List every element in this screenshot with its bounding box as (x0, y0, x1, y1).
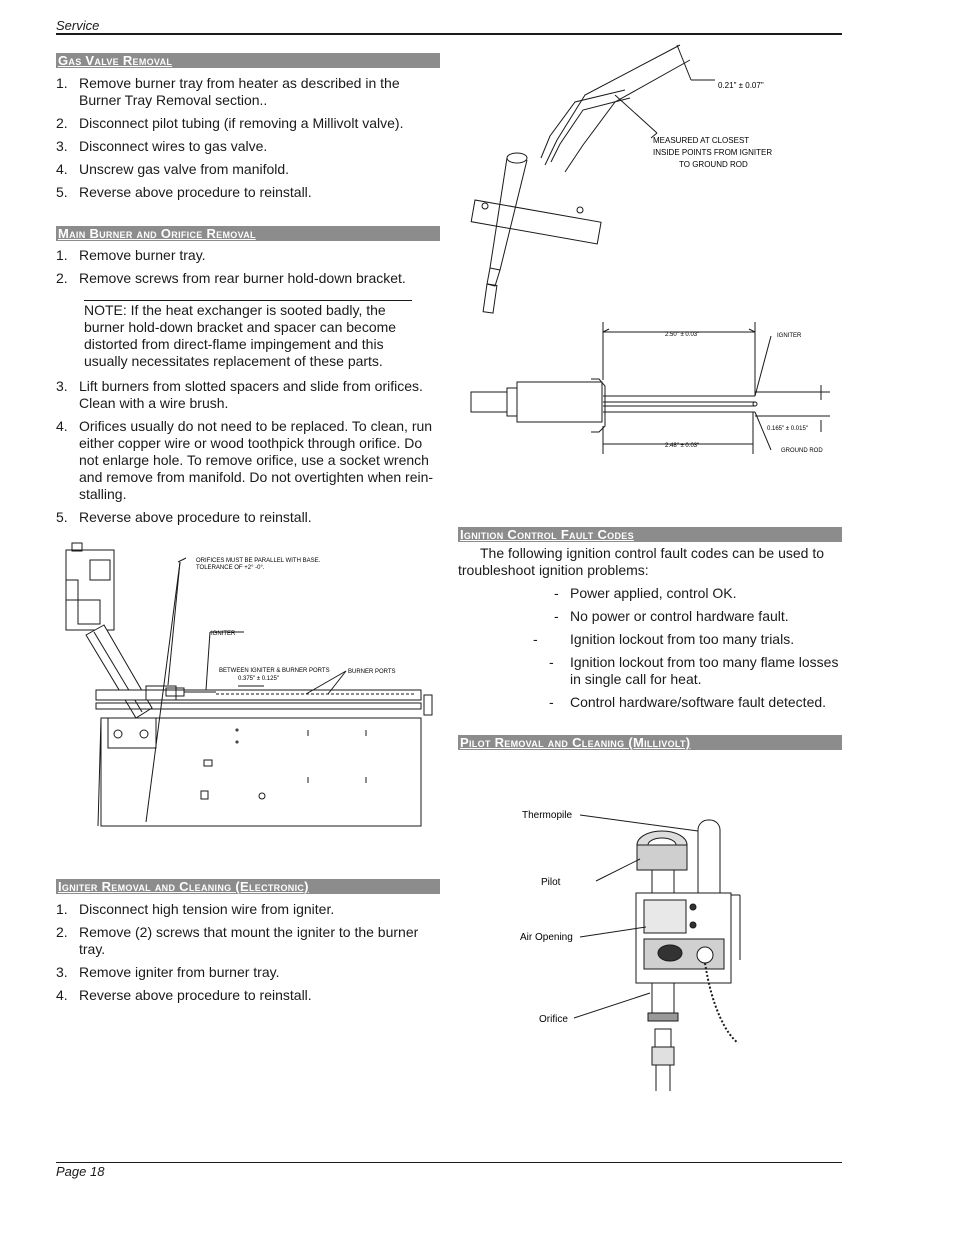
note-heat-exchanger: NOTE: If the heat exchanger is sooted badly, the burner hold-down bracket and spacer can become distorted from direct-flame impingement and this usually necessitates replacement of these parts. (84, 300, 412, 370)
list-item: 2. Remove screws from rear burner hold-down bracket. (56, 270, 406, 286)
list-item: 5. Reverse above procedure to reinstall. (56, 509, 312, 525)
fault-codes-intro: The following ignition control fault codes can be used to troubleshoot ignition problems: (458, 545, 824, 578)
svg-text:0.21" ± 0.07": 0.21" ± 0.07" (718, 81, 764, 90)
svg-text:GROUND ROD: GROUND ROD (781, 448, 823, 454)
label-thermopile: Thermopile (522, 810, 573, 821)
svg-text:TO GROUND ROD: TO GROUND ROD (679, 160, 748, 169)
section-title-igniter-removal: Igniter Removal and Cleaning (Electronic) (56, 879, 440, 894)
fault-code-item: - Ignition lockout from too many trials. (533, 631, 795, 647)
gas-valve-steps (56, 75, 440, 207)
list-item: 3. Lift burners from slotted spacers and slide from orifices. Clean with a wire brush. (56, 378, 423, 411)
list-item: 4. Unscrew gas valve from manifold. (56, 161, 290, 177)
burner-tray-diagram (56, 540, 436, 835)
svg-text:ORIFICES MUST BE PARALLEL WITH: ORIFICES MUST BE PARALLEL WITH BASE. (196, 558, 321, 564)
svg-text:INSIDE POINTS FROM IGNITER: INSIDE POINTS FROM IGNITER (653, 148, 773, 157)
fault-code-item: - No power or control hardware fault. (554, 608, 789, 624)
svg-text:2.50" ± 0.03": 2.50" ± 0.03" (665, 332, 700, 338)
fault-code-item: - Control hardware/software fault detected. (549, 694, 827, 710)
header-rule (56, 33, 842, 35)
svg-text:TOLERANCE OF +2° -0°.: TOLERANCE OF +2° -0°. (196, 565, 265, 571)
list-item: 1. Disconnect high tension wire from igniter. (56, 901, 335, 917)
igniter-steps (56, 901, 440, 1010)
section-title-pilot-removal: Pilot Removal and Cleaning (Millivolt) (458, 735, 842, 750)
list-item: 2. Disconnect pilot tubing (if removing a Millivolt valve). (56, 115, 404, 131)
footer-rule (56, 1162, 842, 1163)
page-header-label: Service (56, 18, 100, 33)
svg-text:2.48" ± 0.03": 2.48" ± 0.03" (665, 443, 700, 449)
svg-text:BETWEEN IGNITER & BURNER PORTS: BETWEEN IGNITER & BURNER PORTS (219, 668, 330, 674)
section-title-fault-codes: Ignition Control Fault Codes (458, 527, 842, 542)
pilot-assembly-diagram (500, 795, 760, 1095)
list-item: 3. Disconnect wires to gas valve. (56, 138, 268, 154)
fault-code-item: - Power applied, control OK. (554, 585, 737, 601)
fault-code-item: - Ignition lockout from too many flame losses in single call for heat. (549, 654, 839, 687)
svg-text:0.165" ± 0.015": 0.165" ± 0.015" (767, 426, 808, 432)
list-item: 1. Remove burner tray. (56, 247, 206, 263)
list-item: 2. Remove (2) screws that mount the igniter to the burner tray. (56, 924, 419, 957)
svg-text:IGNITER: IGNITER (777, 333, 802, 339)
section-title-main-burner-removal: Main Burner and Orifice Removal (56, 226, 440, 241)
igniter-diagram (465, 40, 840, 480)
list-item: 4. Orifices usually do not need to be replaced. To clean, run either copper wire or wood toothpick through orifice. Do not enlarge hole. To remove orifice, use a socket wrench and remove from manifold. Do not overtighten when rein-stalling. (56, 418, 434, 502)
main-burner-steps-b (56, 378, 440, 532)
svg-text:IGNITER: IGNITER (211, 631, 236, 637)
section-title-gas-valve-removal: Gas Valve Removal (56, 53, 440, 68)
list-item: 3. Remove igniter from burner tray. (56, 964, 280, 980)
label-orifice: Orifice (539, 1014, 568, 1025)
list-item: 5. Reverse above procedure to reinstall. (56, 184, 312, 200)
main-burner-steps-a (56, 247, 440, 293)
svg-text:0.375" ± 0.125": 0.375" ± 0.125" (238, 676, 279, 682)
svg-text:BURNER PORTS: BURNER PORTS (348, 669, 396, 675)
page-number: Page 18 (56, 1164, 105, 1179)
svg-text:MEASURED AT CLOSEST: MEASURED AT CLOSEST (653, 136, 750, 145)
label-pilot: Pilot (541, 877, 561, 888)
list-item: 1. Remove burner tray from heater as described in the Burner Tray Removal section.. (56, 75, 400, 108)
label-air-opening: Air Opening (520, 932, 573, 943)
list-item: 4. Reverse above procedure to reinstall. (56, 987, 312, 1003)
